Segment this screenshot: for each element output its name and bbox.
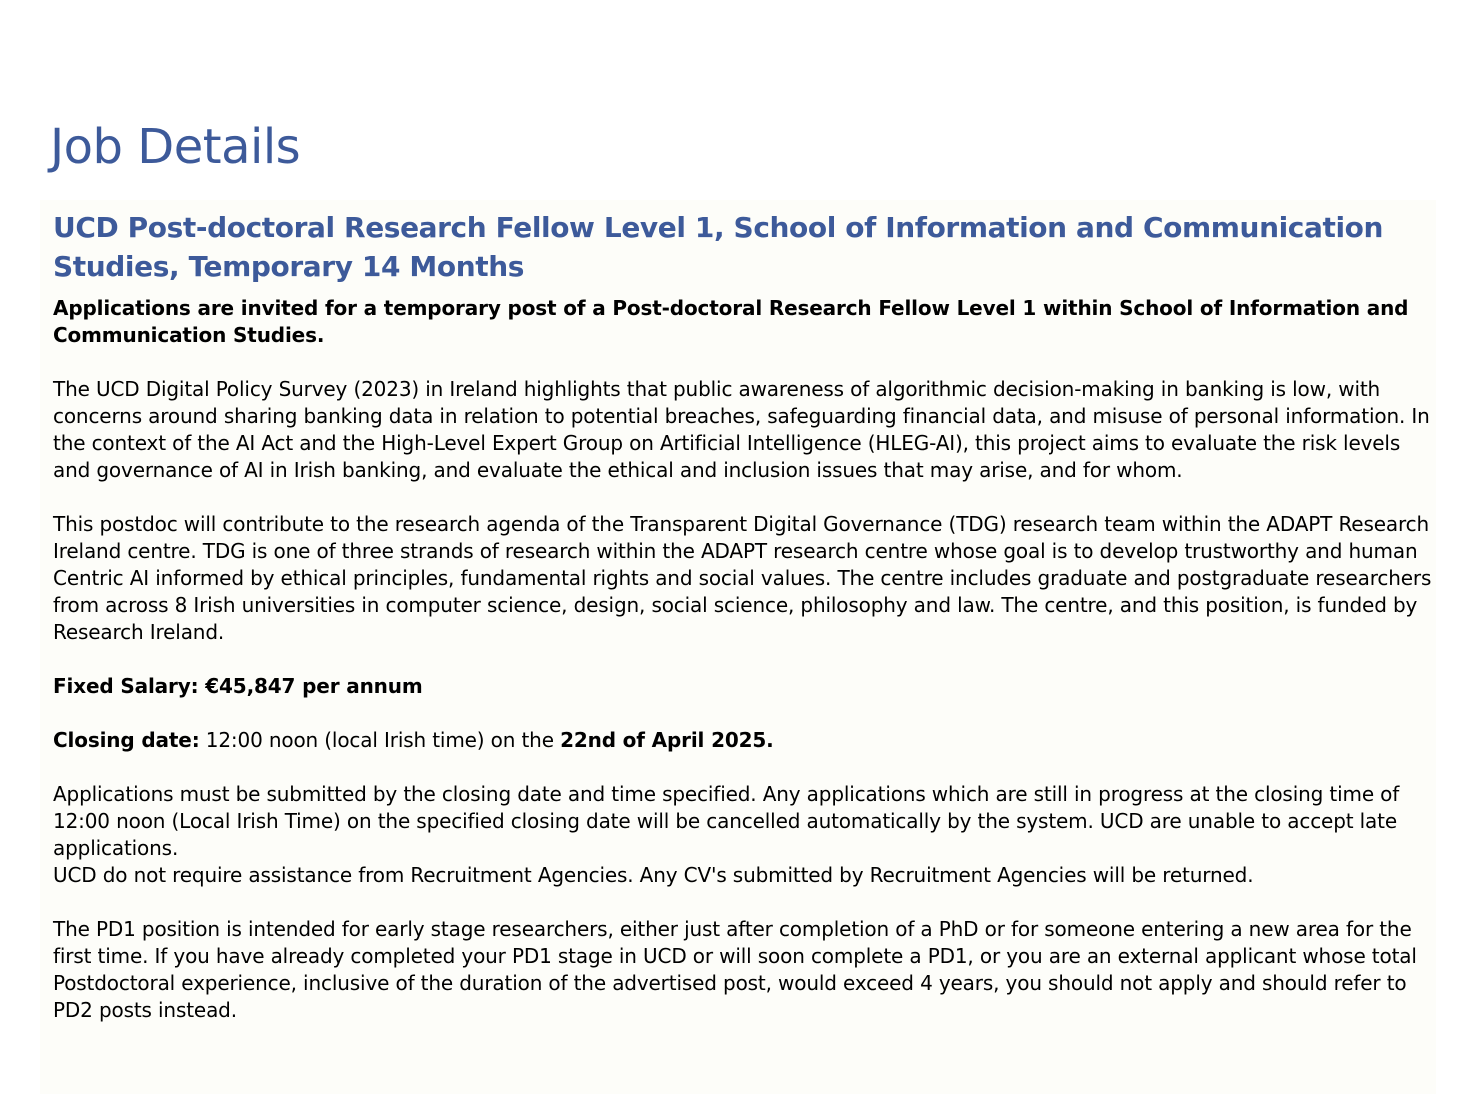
job-description bbox=[53, 295, 1435, 1051]
job-intro: Applications are invited for a temporary post of a Post-doctoral Research Fellow Level 1 within School of Information and Communication Studies. bbox=[53, 296, 1409, 347]
job-title: UCD Post-doctoral Research Fellow Level 1, School of Information and Communication Studies, Temporary 14 Months bbox=[53, 211, 1384, 283]
job-content-panel bbox=[40, 200, 1436, 1094]
postdoc-paragraph: This postdoc will contribute to the research agenda of the Transparent Digital Governance (TDG) research team within the ADAPT Research Ireland centre. TDG is one of three strands of research within the ADAPT research centre whose goal is to develop trustworthy and human Centric AI informed by ethical principles, fundamental rights and social values. The centre includes graduate and postgraduate researchers from across 8 Irish universities in computer science, design, social science, philosophy and law. The centre, and this position, is funded by Research Ireland. bbox=[53, 512, 1432, 644]
salary-line: Fixed Salary: €45,847 per annum bbox=[53, 674, 423, 698]
agencies-notice-text: UCD do not require assistance from Recruitment Agencies. Any CV's submitted by Recruitment Agencies will be returned. bbox=[53, 863, 1254, 887]
closing-date-value: 22nd of April 2025. bbox=[560, 728, 774, 752]
closing-time: 12:00 noon (local Irish time) on the bbox=[199, 728, 561, 752]
closing-date-line bbox=[53, 727, 1435, 754]
survey-paragraph: The UCD Digital Policy Survey (2023) in Ireland highlights that public awareness of algorithmic decision-making in banking is low, with concerns around sharing banking data in relation to potential breaches, safeguarding financial data, and misuse of personal information. In the context of the AI Act and the High-Level Expert Group on Artificial Intelligence (HLEG-AI), this project aims to evaluate the risk levels and governance of AI in Irish banking, and evaluate the ethical and inclusion issues that may arise, and for whom. bbox=[53, 377, 1430, 482]
applications-notice bbox=[53, 781, 1435, 889]
applications-notice-text: Applications must be submitted by the closing date and time specified. Any applications which are still in progress at the closing time of 12:00 noon (Local Irish Time) on the specified closing date will be cancelled automatically by the system. UCD are unable to accept late applications. bbox=[53, 782, 1400, 860]
pd1-notice: The PD1 position is intended for early stage researchers, either just after completion of a PhD or for someone entering a new area for the first time. If you have already completed your PD1 stage in UCD or will soon complete a PD1, or you are an external applicant whose total Postdoctoral experience, inclusive of the duration of the advertised post, would exceed 4 years, you should not apply and should refer to PD2 posts instead. bbox=[53, 917, 1417, 1022]
page-title: Job Details bbox=[50, 119, 301, 175]
closing-date-label: Closing date: bbox=[53, 728, 200, 752]
